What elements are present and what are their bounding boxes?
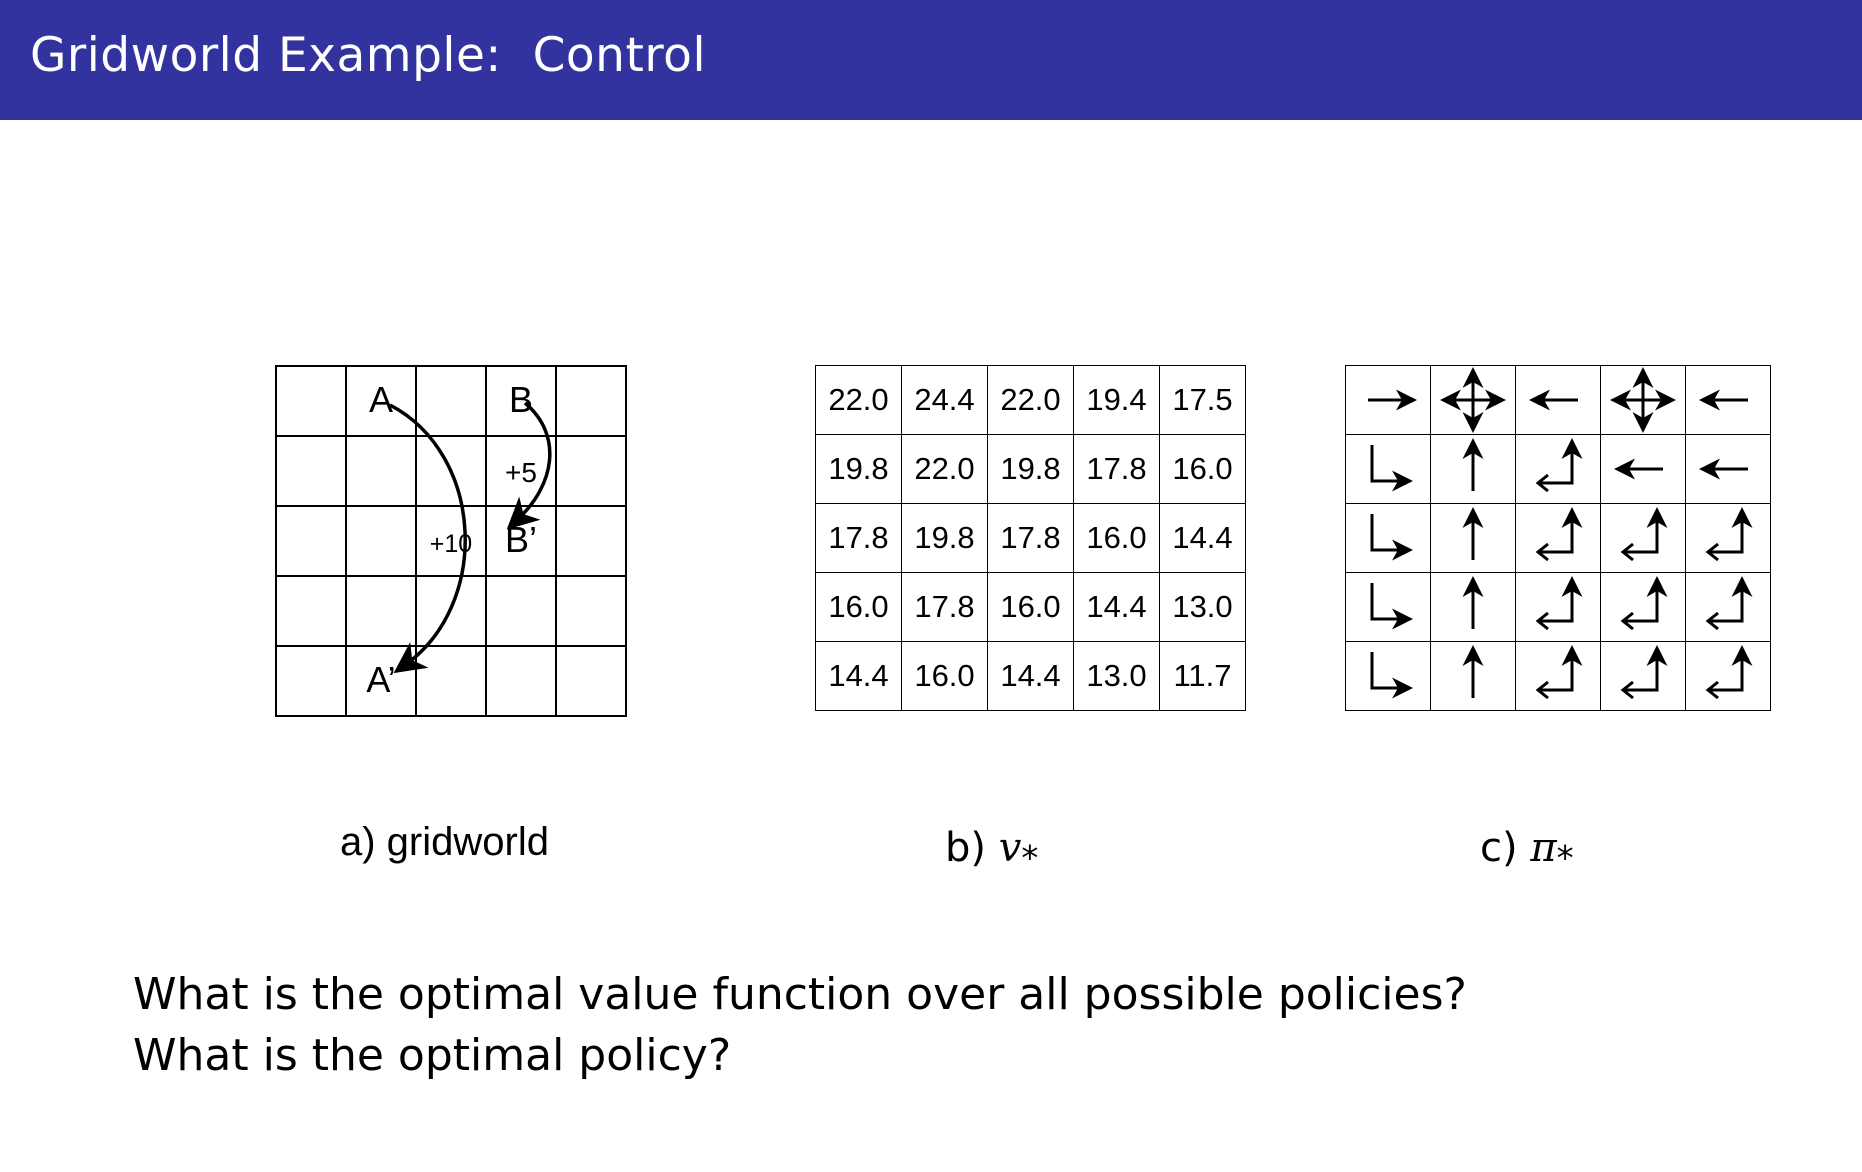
grid-cell-b [486,366,556,436]
grid-cell [276,436,346,506]
caption-gridworld: a) gridworld [340,820,549,864]
policy-cell-up-left-icon [1686,642,1771,711]
policy-cell-up-left-icon [1601,642,1686,711]
policy-cell-up-icon [1431,642,1516,711]
value-cell: 22.0 [988,366,1074,435]
policy-cell-left-icon [1516,366,1601,435]
policy-cell-up-left-icon [1516,504,1601,573]
table-row [816,366,1246,435]
policy-cell-up-left-icon [1516,642,1601,711]
caption-b-symbol: v [998,825,1022,871]
page-title: Gridworld Example: Control [30,28,706,83]
policy-cell-up-left-icon [1601,573,1686,642]
grid-cell [416,436,486,506]
value-cell: 17.5 [1160,366,1246,435]
grid-cell-b-prime [486,506,556,576]
policy-cell-left-icon [1686,435,1771,504]
policy-cell-up-left-icon [1686,573,1771,642]
grid-cell [276,506,346,576]
grid-cell [346,506,416,576]
gridworld-grid [275,365,627,717]
table-row [1346,573,1771,642]
value-cell: 13.0 [1074,642,1160,711]
table-row [816,504,1246,573]
slide-title-bar [0,0,1862,120]
grid-cell-a-prime [346,646,416,716]
policy-cell-up-left-icon [1516,435,1601,504]
value-cell: 17.8 [988,504,1074,573]
value-cell: 19.8 [902,504,988,573]
grid-cell [556,506,626,576]
policy-cell-up-left-icon [1516,573,1601,642]
caption-b-prefix: b) [945,825,986,871]
caption-c-sub: * [1556,838,1574,879]
value-cell: 19.8 [816,435,902,504]
table-row [816,435,1246,504]
grid-cell [556,366,626,436]
label-reward-b: +5 [505,456,537,488]
label-a: A [368,378,393,420]
policy-cell-right-icon [1346,366,1431,435]
grid-cell-reward-a [416,506,486,576]
gridworld-figure [0,120,1862,879]
table-row [276,436,626,506]
table-row [1346,435,1771,504]
caption-value-function [945,825,1038,879]
grid-cell [346,436,416,506]
panel-policy [1345,365,1771,711]
question-block [133,965,1733,1086]
grid-cell [416,576,486,646]
value-grid [815,365,1246,711]
table-row [276,646,626,716]
policy-grid [1345,365,1771,711]
table-row [276,576,626,646]
policy-cell-up-icon [1431,504,1516,573]
value-cell: 14.4 [1160,504,1246,573]
policy-cell-up-left-icon [1686,504,1771,573]
table-row [1346,504,1771,573]
grid-cell [276,646,346,716]
value-cell: 22.0 [816,366,902,435]
label-reward-a: +10 [429,529,473,558]
label-b: B [508,378,533,420]
grid-cell-reward-b [486,436,556,506]
policy-cell-up-icon [1431,435,1516,504]
value-cell: 16.0 [816,573,902,642]
policy-cell-all-directions-icon [1431,366,1516,435]
grid-cell [276,576,346,646]
grid-cell [486,576,556,646]
value-cell: 16.0 [1074,504,1160,573]
table-row [1346,642,1771,711]
grid-cell [556,576,626,646]
caption-c-prefix: c) [1480,825,1518,871]
table-row [276,366,626,436]
table-row [816,642,1246,711]
label-a-prime: A’ [366,658,396,700]
caption-c-symbol: π [1530,825,1557,871]
value-cell: 14.4 [1074,573,1160,642]
value-cell: 19.4 [1074,366,1160,435]
panel-value-function [815,365,1246,711]
policy-cell-up-icon [1431,573,1516,642]
table-row [1346,366,1771,435]
table-row [816,573,1246,642]
policy-cell-left-icon [1686,366,1771,435]
policy-cell-up-left-icon [1601,504,1686,573]
grid-cell [276,366,346,436]
value-cell: 14.4 [988,642,1074,711]
grid-cell [556,646,626,716]
panel-gridworld [275,365,627,717]
policy-cell-up-right-icon [1346,573,1431,642]
caption-policy [1480,825,1574,879]
value-cell: 24.4 [902,366,988,435]
grid-cell [486,646,556,716]
label-b-prime: B’ [504,518,537,560]
question-line-2: What is the optimal policy? [133,1029,732,1081]
value-cell: 19.8 [988,435,1074,504]
value-cell: 17.8 [816,504,902,573]
table-row [276,506,626,576]
question-line-1: What is the optimal value function over all possible policies? [133,969,1467,1020]
grid-cell [556,436,626,506]
value-cell: 17.8 [902,573,988,642]
value-cell: 16.0 [902,642,988,711]
policy-cell-up-right-icon [1346,642,1431,711]
value-cell: 17.8 [1074,435,1160,504]
value-cell: 11.7 [1160,642,1246,711]
grid-cell [346,576,416,646]
caption-b-sub: * [1021,838,1039,879]
grid-cell [416,366,486,436]
grid-cell-a [346,366,416,436]
value-cell: 14.4 [816,642,902,711]
value-cell: 22.0 [902,435,988,504]
policy-cell-all-directions-icon [1601,366,1686,435]
policy-cell-up-right-icon [1346,504,1431,573]
value-cell: 16.0 [988,573,1074,642]
grid-cell [416,646,486,716]
value-cell: 13.0 [1160,573,1246,642]
policy-cell-left-icon [1601,435,1686,504]
policy-cell-up-right-icon [1346,435,1431,504]
value-cell: 16.0 [1160,435,1246,504]
